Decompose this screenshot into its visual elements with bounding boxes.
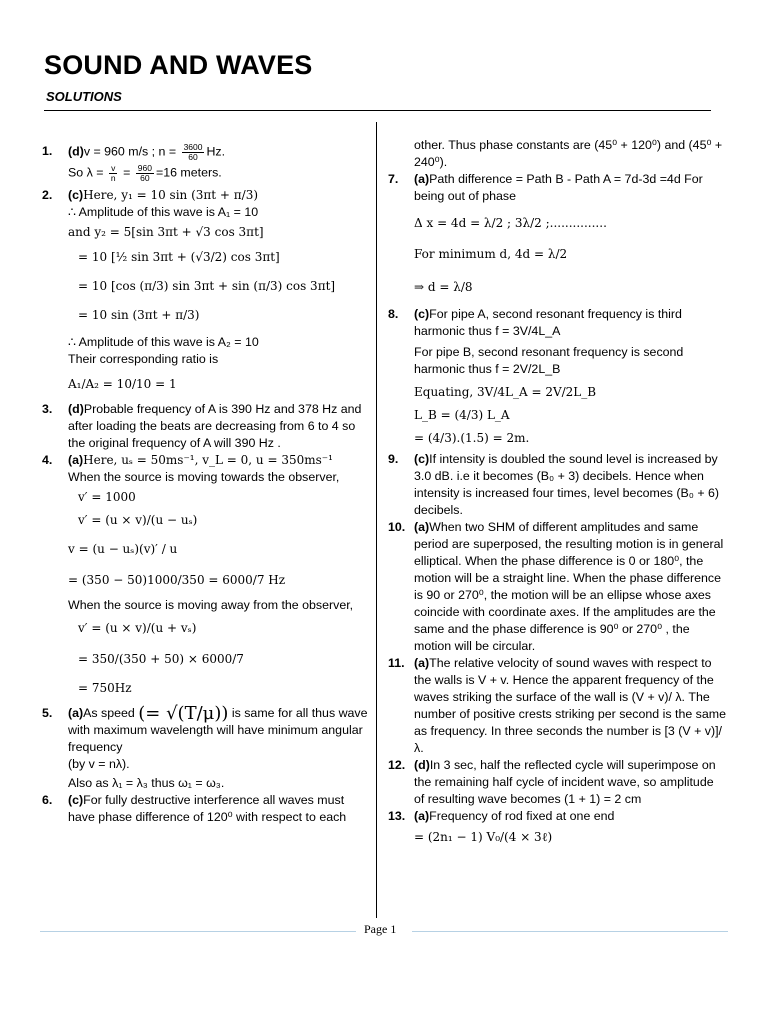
footer-rule-left: [40, 931, 356, 932]
equation: v = (u − uₛ)(v)′ / u: [68, 541, 178, 556]
equation: v′ = (u × v)/(u − uₛ): [78, 512, 198, 527]
question-number: 9.: [388, 452, 399, 466]
solution-text: For fully destructive interference all waves must have phase difference of 120⁰ with respect to each: [68, 792, 347, 824]
equation: = 10 sin (3πt + π/3): [78, 307, 200, 322]
equation: For minimum d, 4d = λ/2: [414, 247, 568, 261]
fraction: $\frac{960}{60}$: [137, 162, 152, 183]
solution-text: When the source is moving towards the observer,: [68, 469, 340, 484]
question-number: 12.: [388, 758, 406, 772]
answer-option: (a): [68, 705, 84, 720]
solution-5: 5. (a)As speed (= √(T/μ)) is same for all thus wave with maximum wavelength will have minimum angular frequency (by v = nλ). Also as λ₁ = λ₃ thus ω₁ = ω₃.: [42, 702, 368, 790]
solution-text: ∴ Amplitude of this wave is A₂ = 10: [68, 334, 259, 349]
equation: Δ x = 4d = λ/2 ; 3λ/2 ;...............: [414, 216, 607, 230]
solution-text: is same for all thus wave with maximum wavelength will have minimum angular frequency: [68, 705, 368, 754]
solution-7: [388, 171, 726, 296]
equation: v′ = 1000: [78, 489, 136, 504]
answer-option: (a): [414, 656, 430, 670]
question-number: 1.: [42, 144, 53, 158]
answer-option: (c): [68, 792, 84, 807]
speed-formula-icon: (= √(T/μ)): [138, 702, 229, 724]
equation: L_B = (4/3) L_A: [414, 408, 510, 422]
equation: Equating, 3V/4L_A = 2V/2L_B: [414, 385, 597, 399]
solution-text: Probable frequency of A is 390 Hz and 378 Hz and after loading the beats are decreasing from 6 to 4 so the original frequency of A will 390 Hz .: [68, 401, 362, 450]
answer-option: (c): [414, 452, 430, 466]
solution-text: When the source is moving away from the observer,: [68, 597, 354, 612]
answer-option: (a): [68, 452, 84, 467]
answer-option: (a): [414, 520, 430, 534]
equation: = 750Hz: [78, 680, 132, 695]
solution-text: The relative velocity of sound waves with respect to the walls is V + v. Hence the apparent frequency of the waves striking the surface of the wall is (V + v)/ λ. The number of positive crests striking per second is the same as frequency. In three seconds the number is [3 (V + v)]/ λ.: [414, 656, 726, 755]
document-title: SOUND AND WAVES: [44, 50, 313, 80]
solution-8: [388, 306, 726, 447]
solution-text: Their corresponding ratio is: [68, 351, 219, 366]
header-rule: [44, 110, 711, 111]
solution-11: [388, 655, 726, 757]
solution-text: Path difference = Path B - Path A = 7d-3d =4d For being out of phase: [414, 172, 703, 203]
question-number: 10.: [388, 520, 406, 534]
question-number: 13.: [388, 809, 406, 823]
solution-4: [42, 452, 368, 697]
answer-option: (c): [68, 187, 84, 202]
equation: Here, uₛ = 50ms⁻¹, v_L = 0, u = 350ms⁻¹: [83, 452, 333, 467]
equation: = 350/(350 + 50) × 6000/7: [78, 651, 244, 666]
equation: = 10 [cos (π/3) sin 3πt + sin (π/3) cos 3πt]: [78, 278, 336, 293]
footer-rule-right: [412, 931, 728, 932]
solution-text: If intensity is doubled the sound level is increased by 3.0 dB. i.e it becomes (B₀ + 3) decibels. Hence when intensity is increased four times, level becomes (B₀ + 6) decibels.: [414, 452, 720, 517]
equation: = 10 [½ sin 3πt + (√3/2) cos 3πt]: [78, 249, 280, 264]
solution-3: [42, 401, 368, 452]
solution-6-continued: [388, 137, 726, 171]
question-number: 3.: [42, 401, 53, 416]
solution-text: v = 960 m/s ; n =: [83, 144, 180, 159]
answer-option: (d): [68, 144, 84, 159]
solution-9: [388, 451, 726, 519]
answer-option: (a): [414, 809, 430, 823]
answer-option: (d): [414, 758, 430, 772]
solution-text: In 3 sec, half the reflected cycle will superimpose on the remaining half cycle of incident wave, so amplitude of resulting wave becomes (1 + 1) = 2 cm: [414, 758, 716, 806]
right-column: [388, 137, 726, 846]
solution-text: (by v = nλ).: [68, 756, 130, 771]
question-number: 8.: [388, 307, 399, 321]
solution-text: other. Thus phase constants are (45⁰ + 120⁰) and (45⁰ + 240⁰).: [414, 138, 723, 169]
left-column: [42, 143, 368, 826]
question-number: 6.: [42, 792, 53, 807]
document-subtitle: SOLUTIONS: [46, 89, 122, 104]
solution-text: ∴ Amplitude of this wave is A₁ = 10: [68, 204, 259, 219]
equation: Here, y₁ = 10 sin (3πt + π/3): [83, 187, 259, 202]
equation: A₁/A₂ = 10/10 = 1: [68, 376, 177, 391]
question-number: 5.: [42, 705, 53, 720]
question-number: 2.: [42, 187, 53, 202]
answer-option: (c): [414, 307, 430, 321]
answer-option: (d): [68, 401, 84, 416]
solution-text: When two SHM of different amplitudes and same period are superposed, the resulting motion is in general elliptical. When the phase difference is 0 or 180⁰, the motion will be a straight line. When the phase difference is 90 or 270⁰, the motion will be an ellipse whose axes coincide with coordinate axes. If the amplitudes are the same and the phase difference is 90⁰ or 270⁰ , the motion will be circular.: [414, 520, 724, 653]
equation: = (4/3).(1.5) = 2m.: [414, 431, 530, 445]
question-number: 11.: [388, 656, 405, 670]
fraction: $\frac{3600}{60}$: [183, 142, 203, 162]
solution-text: Also as λ₁ = λ₃ thus ω₁ = ω₃.: [68, 775, 225, 790]
solution-1: 1. (d)v = 960 m/s ; n = $\frac{3600}{60}$ Hz. So λ = $\frac{v}{n}$ = $\frac{960}{60}$ =16 meters.: [42, 142, 226, 183]
solution-6: [42, 792, 368, 826]
equation: v′ = (u × v)/(u + vₛ): [78, 620, 197, 635]
solution-12: [388, 757, 726, 808]
solution-text: Frequency of rod fixed at one end: [429, 809, 615, 823]
solution-2: [42, 187, 368, 393]
column-divider: [376, 122, 377, 918]
page-number: Page 1: [364, 922, 397, 936]
solution-text: For pipe B, second resonant frequency is second harmonic thus f = 2V/2L_B: [414, 345, 684, 376]
equation: = (350 − 50)1000/350 = 6000/7 Hz: [68, 572, 286, 587]
fraction: $\frac{v}{n}$: [110, 162, 116, 183]
question-number: 7.: [388, 172, 399, 186]
solution-10: [388, 519, 726, 655]
equation: = (2n₁ − 1) V₀/(4 × 3ℓ): [414, 830, 553, 844]
solution-13: [388, 808, 726, 846]
solution-text: For pipe A, second resonant frequency is third harmonic thus f = 3V/4L_A: [414, 307, 682, 338]
equation: ⇒ d = λ/8: [414, 280, 473, 294]
answer-option: (a): [414, 172, 430, 186]
equation: and y₂ = 5[sin 3πt + √3 cos 3πt]: [68, 224, 264, 239]
question-number: 4.: [42, 452, 53, 467]
